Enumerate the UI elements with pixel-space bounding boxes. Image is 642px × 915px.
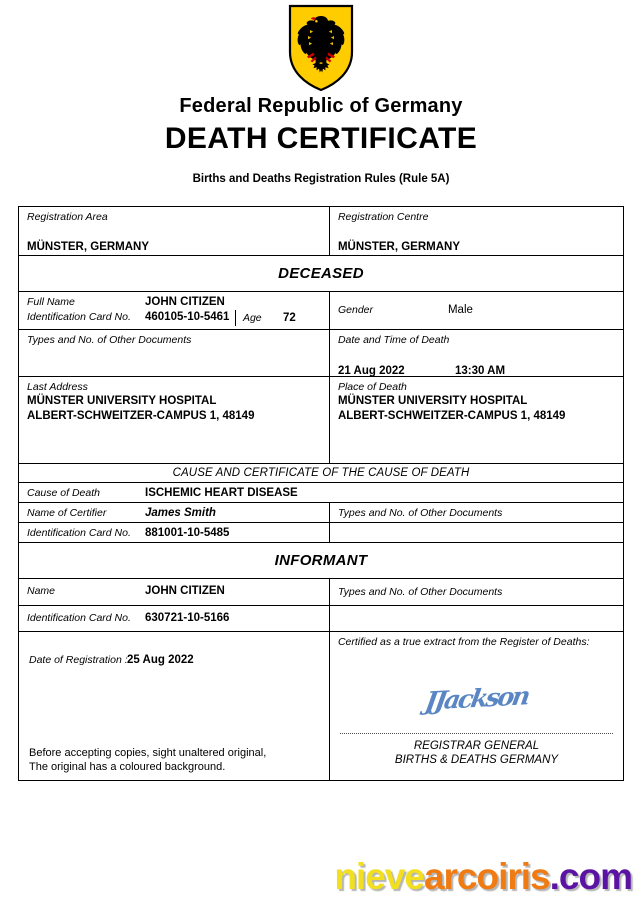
deceased-other-documents-cell bbox=[19, 330, 330, 376]
informant-other-documents-label: Types and No. of Other Documents bbox=[337, 586, 503, 598]
registration-date-cell bbox=[19, 632, 330, 780]
certifier-id-cell bbox=[19, 523, 330, 542]
informant-other-documents-cell bbox=[330, 579, 623, 605]
cause-of-death-value: ISCHEMIC HEART DISEASE bbox=[145, 487, 298, 499]
registrar-line1: REGISTRAR GENERAL bbox=[413, 740, 540, 752]
deceased-age-box bbox=[235, 310, 329, 326]
date-time-of-death-label: Date and Time of Death bbox=[337, 334, 450, 346]
last-address-line1: MÜNSTER UNIVERSITY HOSPITAL bbox=[27, 395, 217, 407]
cause-of-death-row bbox=[19, 483, 623, 503]
deceased-gender-pair bbox=[338, 295, 623, 318]
last-address-line2: ALBERT-SCHWEITZER-CAMPUS 1, 48149 bbox=[27, 410, 255, 422]
watermark-part1: nieve bbox=[334, 856, 424, 897]
certifier-id-value: 881001-10-5485 bbox=[145, 527, 230, 539]
certifier-name-label: Name of Certifier bbox=[27, 507, 107, 519]
deceased-full-name-pair bbox=[27, 295, 329, 310]
date-time-of-death-cell bbox=[330, 330, 623, 376]
certifier-other-documents-label: Types and No. of Other Documents bbox=[337, 507, 503, 519]
registration-centre-cell bbox=[330, 207, 623, 255]
place-of-death-line1: MÜNSTER UNIVERSITY HOSPITAL bbox=[337, 395, 528, 407]
informant-name-row bbox=[19, 579, 623, 606]
informant-id-pair bbox=[27, 609, 329, 626]
registrar-signature: JJackson bbox=[423, 681, 531, 716]
cause-of-death-cell bbox=[19, 483, 623, 502]
time-of-death-value: 13:30 AM bbox=[454, 365, 506, 377]
last-address-label: Last Address bbox=[27, 381, 88, 393]
certified-extract-label: Certified as a true extract from the Register of Deaths: bbox=[337, 636, 590, 648]
cause-of-death-pair bbox=[27, 486, 623, 501]
place-of-death-cell bbox=[330, 377, 623, 463]
certifier-id-label: Identification Card No. bbox=[27, 527, 131, 539]
watermark-part3: .com bbox=[549, 856, 632, 897]
certifier-other-documents-cell bbox=[330, 503, 623, 522]
informant-id-row bbox=[19, 606, 623, 632]
informant-id-label: Identification Card No. bbox=[27, 612, 131, 624]
certifier-row bbox=[19, 503, 623, 523]
deceased-other-documents-label: Types and No. of Other Documents bbox=[27, 334, 192, 346]
rules-subtitle: Births and Deaths Registration Rules (Rule 5A) bbox=[192, 173, 450, 185]
site-watermark bbox=[334, 856, 632, 898]
deceased-gender-cell bbox=[330, 292, 623, 329]
copy-notice-line1: Before accepting copies, sight unaltered original, bbox=[29, 747, 267, 759]
registration-date-label: Date of Registration : bbox=[29, 654, 128, 666]
cause-banner-row bbox=[19, 464, 623, 483]
deceased-age-label: Age bbox=[242, 312, 262, 324]
informant-name-cell bbox=[19, 579, 330, 605]
date-of-death-value: 21 Aug 2022 bbox=[337, 365, 405, 377]
registration-footer-row bbox=[19, 632, 623, 780]
certifier-name-value: James Smith bbox=[145, 507, 216, 519]
watermark-part2: arcoiris bbox=[423, 856, 550, 897]
certifier-id-pair bbox=[27, 526, 329, 541]
informant-banner: INFORMANT bbox=[274, 552, 368, 569]
registration-area-cell bbox=[19, 207, 330, 255]
registration-row bbox=[19, 207, 623, 256]
deceased-full-name-value: JOHN CITIZEN bbox=[145, 296, 225, 308]
deceased-age-value: 72 bbox=[282, 312, 296, 324]
deceased-full-name-label: Full Name bbox=[27, 296, 75, 308]
document-header bbox=[0, 0, 642, 185]
copy-notice-line2: The original has a coloured background. bbox=[29, 761, 226, 773]
deceased-gender-label: Gender bbox=[337, 304, 373, 316]
certifier-id-blank-cell bbox=[330, 523, 623, 542]
deceased-id-card-label: Identification Card No. bbox=[27, 311, 131, 323]
registration-centre-value: MÜNSTER, GERMANY bbox=[337, 241, 460, 253]
registrar-line2: BIRTHS & DEATHS GERMANY bbox=[394, 754, 559, 766]
signature-dotted-line bbox=[340, 733, 613, 734]
certified-extract-cell bbox=[330, 632, 623, 780]
informant-name-pair bbox=[27, 582, 329, 599]
certifier-id-row bbox=[19, 523, 623, 543]
deceased-gender-value: Male bbox=[447, 304, 473, 316]
copy-notice bbox=[29, 746, 329, 774]
place-of-death-line2: ALBERT-SCHWEITZER-CAMPUS 1, 48149 bbox=[337, 410, 566, 422]
informant-name-label: Name bbox=[27, 585, 56, 597]
country-title: Federal Republic of Germany bbox=[179, 95, 463, 117]
informant-id-value: 630721-10-5166 bbox=[145, 612, 230, 624]
deceased-identity-row bbox=[19, 292, 623, 330]
informant-id-cell bbox=[19, 606, 330, 631]
deceased-id-card-value: 460105-10-5461 bbox=[145, 311, 230, 323]
informant-name-value: JOHN CITIZEN bbox=[145, 585, 225, 597]
certifier-name-cell bbox=[19, 503, 330, 522]
certifier-name-pair bbox=[27, 506, 329, 521]
certificate-table bbox=[18, 206, 624, 781]
deceased-banner-row bbox=[19, 256, 623, 292]
address-place-row bbox=[19, 377, 623, 464]
deceased-docs-death-row bbox=[19, 330, 623, 377]
cause-banner: CAUSE AND CERTIFICATE OF THE CAUSE OF DEATH bbox=[172, 467, 470, 479]
informant-banner-row bbox=[19, 543, 623, 579]
cause-of-death-label: Cause of Death bbox=[27, 487, 100, 499]
deceased-identity-cell bbox=[19, 292, 330, 329]
registration-centre-label: Registration Centre bbox=[337, 211, 429, 223]
document-title: DEATH CERTIFICATE bbox=[164, 122, 478, 155]
informant-id-blank-cell bbox=[330, 606, 623, 631]
deceased-id-card-pair bbox=[27, 310, 329, 326]
registration-date-pair bbox=[29, 653, 329, 668]
german-federal-eagle-coat-of-arms-icon bbox=[288, 4, 354, 92]
registration-area-label: Registration Area bbox=[27, 211, 108, 223]
registrar-caption bbox=[330, 739, 623, 767]
deceased-banner: DECEASED bbox=[278, 265, 364, 282]
registration-date-value: 25 Aug 2022 bbox=[127, 654, 194, 666]
registration-area-value: MÜNSTER, GERMANY bbox=[27, 241, 150, 253]
last-address-cell bbox=[19, 377, 330, 463]
place-of-death-label: Place of Death bbox=[337, 381, 407, 393]
